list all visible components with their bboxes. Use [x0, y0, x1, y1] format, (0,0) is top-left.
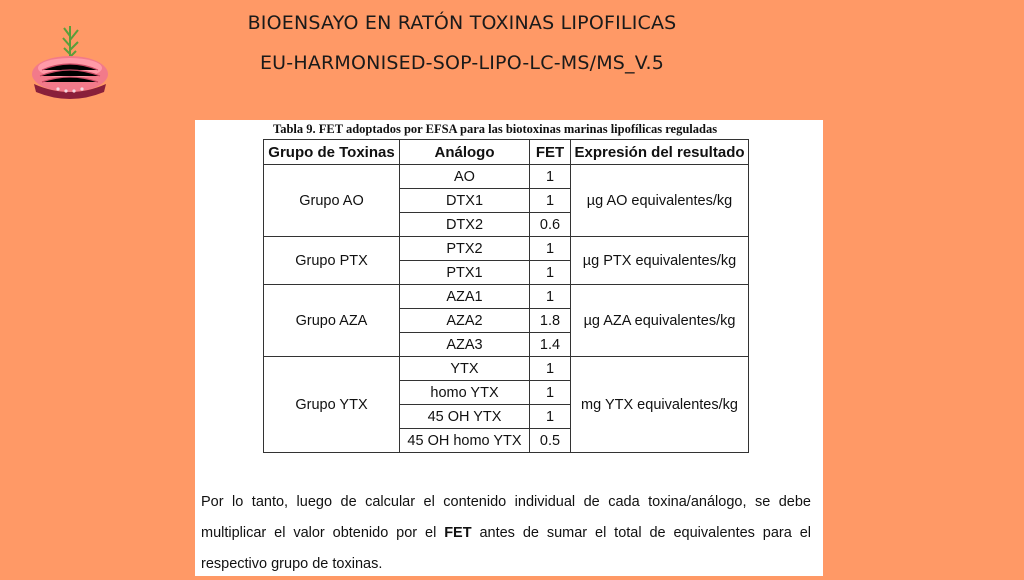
analog-cell: AZA3 [400, 333, 530, 357]
analog-cell: PTX2 [400, 237, 530, 261]
group-cell: Grupo YTX [264, 357, 400, 453]
analog-cell: YTX [400, 357, 530, 381]
result-cell: mg YTX equivalentes/kg [571, 357, 749, 453]
analog-cell: AO [400, 165, 530, 189]
result-cell: µg AO equivalentes/kg [571, 165, 749, 237]
analog-cell: AZA1 [400, 285, 530, 309]
document-image [195, 120, 823, 576]
table-header-row [264, 140, 749, 165]
fet-cell: 1 [530, 357, 571, 381]
analog-cell: AZA2 [400, 309, 530, 333]
group-cell: Grupo AZA [264, 285, 400, 357]
paragraph-text: Por lo tanto, luego de calcular el contenido individual de cada toxina/análogo, se debe multiplicar el valor obtenido por el [201, 494, 811, 541]
analog-cell: PTX1 [400, 261, 530, 285]
result-cell: µg AZA equivalentes/kg [571, 285, 749, 357]
column-header: Análogo [400, 140, 530, 165]
fet-cell: 1 [530, 285, 571, 309]
slide-subtitle: EU-HARMONISED-SOP-LIPO-LC-MS/MS_V.5 [259, 52, 665, 74]
analog-cell: 45 OH YTX [400, 405, 530, 429]
analog-cell: homo YTX [400, 381, 530, 405]
group-cell: Grupo PTX [264, 237, 400, 285]
fet-cell: 0.6 [530, 213, 571, 237]
result-cell: µg PTX equivalentes/kg [571, 237, 749, 285]
slide-title: BIOENSAYO EN RATÓN TOXINAS LIPOFILICAS [247, 12, 677, 34]
table-row [264, 357, 749, 381]
fet-cell: 0.5 [530, 429, 571, 453]
column-header: Expresión del resultado [571, 140, 749, 165]
column-header: Grupo de Toxinas [264, 140, 400, 165]
fet-cell: 1.4 [530, 333, 571, 357]
fet-cell: 1 [530, 261, 571, 285]
explanation-paragraph [201, 487, 811, 580]
analog-cell: 45 OH homo YTX [400, 429, 530, 453]
fet-cell: 1.8 [530, 309, 571, 333]
column-header: FET [530, 140, 571, 165]
table-row [264, 165, 749, 189]
paragraph-text: antes de sumar el total de equivalentes para el respectivo grupo de toxinas. [201, 525, 811, 572]
fet-cell: 1 [530, 165, 571, 189]
analog-cell: DTX1 [400, 189, 530, 213]
table-caption: Tabla 9. FET adoptados por EFSA para las biotoxinas marinas lipofílicas reguladas [273, 122, 718, 136]
fet-table [263, 139, 749, 453]
group-cell: Grupo AO [264, 165, 400, 237]
fet-cell: 1 [530, 381, 571, 405]
analog-cell: DTX2 [400, 213, 530, 237]
paragraph-bold-text: FET [444, 525, 472, 541]
fet-cell: 1 [530, 189, 571, 213]
table-row [264, 237, 749, 261]
fet-cell: 1 [530, 237, 571, 261]
table-row [264, 285, 749, 309]
fet-cell: 1 [530, 405, 571, 429]
